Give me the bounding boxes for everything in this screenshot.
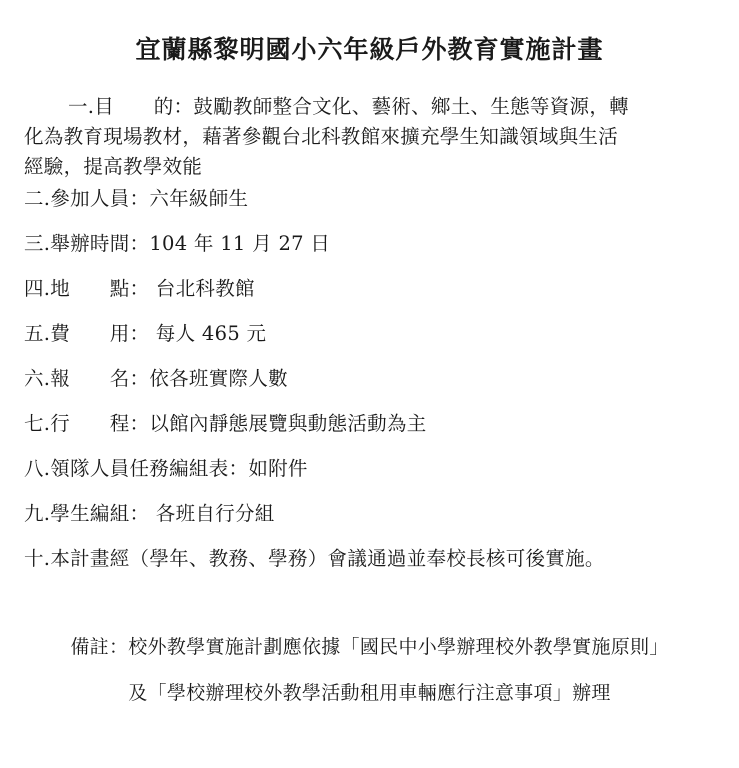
participants-label: 二.參加人員：	[24, 187, 150, 210]
itinerary-label: 七.行 程：	[24, 412, 150, 435]
document-title: 宜蘭縣黎明國小六年級戶外教育實施計畫	[135, 35, 604, 64]
purpose-label: 一.目 的：	[68, 95, 194, 118]
date-value: 104 年 11 月 27 日	[149, 232, 331, 255]
section-itinerary	[24, 408, 427, 436]
registration-label: 六.報 名：	[24, 367, 150, 390]
section-registration	[24, 363, 288, 391]
approval-label: 十.	[24, 547, 51, 570]
purpose-text-1: 鼓勵教師整合文化、藝術、鄉土、生態等資源，轉	[193, 95, 629, 118]
leader-assignments-label: 八.領隊人員任務編組表：	[24, 457, 249, 480]
registration-value: 依各班實際人數	[149, 367, 288, 390]
section-approval	[24, 543, 605, 571]
note-line-2: 及「學校辦理校外教學活動租用車輛應行注意事項」辦理	[128, 682, 611, 704]
student-groups-value: 各班自行分組	[149, 502, 275, 525]
date-label: 三.舉辦時間：	[24, 232, 150, 255]
cost-value: 每人 465 元	[149, 322, 267, 345]
section-participants	[24, 183, 248, 211]
purpose-line-2: 化為教育現場教材，藉著參觀台北科教館來擴充學生知識領域與生活	[24, 125, 619, 148]
location-value: 台北科教館	[149, 277, 255, 300]
participants-value: 六年級師生	[149, 187, 249, 210]
approval-value: 本計畫經（學年、教務、學務）會議通過並奉校長核可後實施。	[50, 547, 605, 570]
leader-assignments-value: 如附件	[248, 457, 308, 480]
section-location	[24, 273, 255, 301]
cost-label: 五.費 用：	[24, 322, 150, 345]
student-groups-label: 九.學生編組：	[24, 502, 150, 525]
section-cost	[24, 318, 266, 346]
purpose-line-1	[24, 92, 714, 122]
section-purpose	[24, 92, 714, 182]
section-date	[24, 228, 330, 256]
section-student-groups	[24, 498, 275, 526]
purpose-line-3: 經驗，提高教學效能	[24, 155, 203, 178]
section-leader-assignments	[24, 453, 308, 481]
note-line-1: 備註：校外教學實施計劃應依據「國民中小學辦理校外教學實施原則」	[70, 636, 669, 658]
itinerary-value: 以館內靜態展覽與動態活動為主	[149, 412, 427, 435]
location-label: 四.地 點：	[24, 277, 150, 300]
